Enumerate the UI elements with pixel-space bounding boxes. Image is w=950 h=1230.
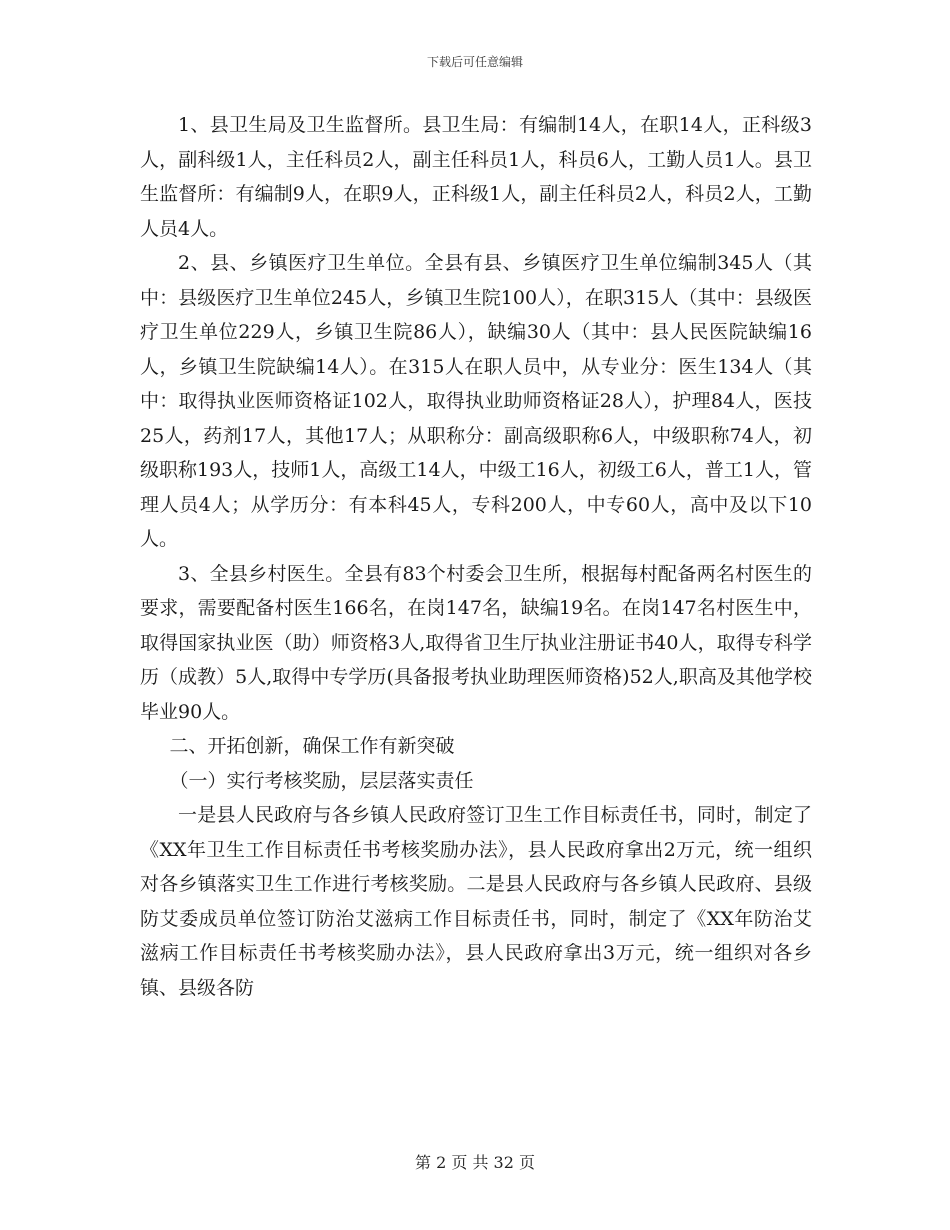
section-heading: 二、开拓创新，确保工作有新突破 xyxy=(169,735,455,757)
page-footer: 第 2 页 共 32 页 xyxy=(415,1153,535,1172)
paragraph-medical-units: 2、县、乡镇医疗卫生单位。全县有县、乡镇医疗卫生单位编制345人（其中：县级医疗卫生单位245人，乡镇卫生院100人），在职315人（其中：县级医疗卫生单位229人，乡镇卫生院86人），缺编30人（其中：县人民医院缺编16人，乡镇卫生院缺编14人）。在315人在职人员中，从专业分：医生134人（其中：取得执业医师资格证102人，取得执业助师资格证28人），护理84人，医技25人，药剂17人，其他17人；从职称分：副高级职称6人，中级职称74人，初级职称193人，技师1人，高级工14人，中级工16人，初级工6人，普工1人，管理人员4人；从学历分：有本科45人，专科200人，中专60人，高中及以下10人。 xyxy=(140,252,812,550)
page-header: 下载后可任意编辑 xyxy=(426,55,523,69)
paragraph-county-health-bureau: 1、县卫生局及卫生监督所。县卫生局：有编制14人，在职14人，正科级3人，副科级1人，主任科员2人，副主任科员1人，科员6人，工勤人员1人。县卫生监督所：有编制9人，在职9人，正科级1人，副主任科员2人，科员2人，工勤人员4人。 xyxy=(140,114,812,240)
paragraph-village-doctors: 3、全县乡村医生。全县有83个村委会卫生所，根据每村配备两名村医生的要求，需要配备村医生166名，在岗147名，缺编19名。在岗147名村医生中，取得国家执业医（助）师资格3人,取得省卫生厅执业注册证书40人，取得专科学历（成教）5人,取得中专学历(具备报考执业助理医师资格)52人,职高及其他学校毕业90人。 xyxy=(140,562,812,723)
paragraph-assessment-rewards: 一是县人民政府与各乡镇人民政府签订卫生工作目标责任书，同时，制定了《XX年卫生工作目标责任书考核奖励办法》，县人民政府拿出2万元，统一组织对各乡镇落实卫生工作进行考核奖励。二是县人民政府与各乡镇人民政府、县级防艾委成员单位签订防治艾滋病工作目标责任书，同时，制定了《XX年防治艾滋病工作目标责任书考核奖励办法》，县人民政府拿出3万元，统一组织对各乡镇、县级各防 xyxy=(140,804,812,999)
subsection-heading: （一）实行考核奖励，层层落实责任 xyxy=(169,769,474,792)
document-body xyxy=(140,108,812,1005)
